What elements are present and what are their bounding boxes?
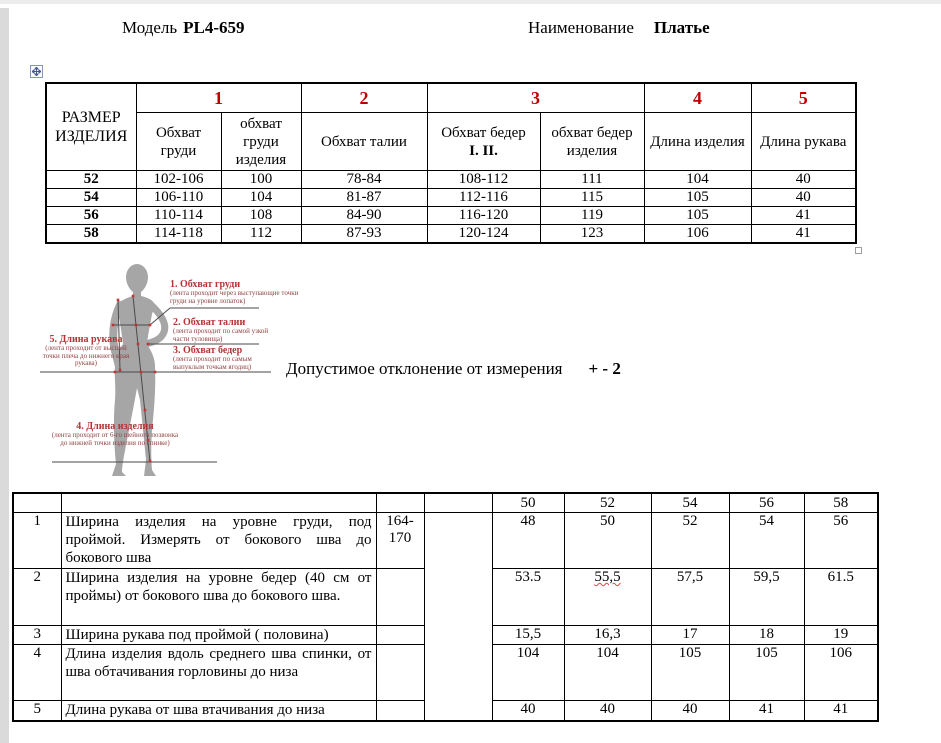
value-cell: 115 <box>540 189 644 207</box>
value-cell: 61.5 <box>804 569 878 626</box>
annotation-sleeve-length <box>36 334 136 368</box>
row-number-cell: 5 <box>13 701 61 721</box>
value-cell: 105 <box>729 645 804 701</box>
column-header-cell: Обхват груди <box>136 113 221 171</box>
empty-cell <box>376 493 424 513</box>
size-table <box>45 82 857 244</box>
value-cell: 53.5 <box>492 569 564 626</box>
size-table-row <box>46 189 856 207</box>
group-number-cell: 3 <box>427 83 644 113</box>
value-cell: 100 <box>221 171 301 189</box>
value-cell: 41 <box>804 701 878 721</box>
table-move-handle-icon[interactable] <box>30 65 43 78</box>
annotation-caption: (лента проходит от высшей точки плеча до нижнего края рукава) <box>42 344 130 367</box>
value-cell: 41 <box>751 225 856 244</box>
height-range-line: 170 <box>388 530 412 546</box>
size-header-cell: 56 <box>729 493 804 513</box>
description-cell: Длина изделия вдоль среднего шва спинки, от шва обтачивания горловины до низа <box>61 645 376 701</box>
size-cell: 54 <box>46 189 136 207</box>
value-cell: 87-93 <box>301 225 427 244</box>
value-cell: 114-118 <box>136 225 221 244</box>
value-cell: 108 <box>221 207 301 225</box>
size-header-cell: 54 <box>651 493 729 513</box>
description-cell: Ширина изделия на уровне бедер (40 см от проймы) от бокового шва до бокового шва. <box>61 569 376 626</box>
measurement-header-row <box>13 493 878 513</box>
value-cell: 104 <box>644 171 751 189</box>
column-header-cell: Обхват талии <box>301 113 427 171</box>
description-cell: Ширина рукава под проймой ( половина) <box>61 626 376 645</box>
annotation-caption: (лента проходит по самым выпуклым точкам ягодиц) <box>173 355 252 371</box>
empty-cell <box>424 493 492 513</box>
name-line <box>528 18 710 38</box>
empty-cell <box>376 569 424 626</box>
value-cell: 41 <box>729 701 804 721</box>
annotation-title: 5. Длина рукава <box>49 334 123 345</box>
value-cell: 84-90 <box>301 207 427 225</box>
name-label: Наименование <box>528 18 634 37</box>
value-cell: 81-87 <box>301 189 427 207</box>
value-cell: 105 <box>651 645 729 701</box>
size-table-row <box>46 171 856 189</box>
value-cell: 15,5 <box>492 626 564 645</box>
annotation-caption: (лента проходит через выступающие точки груди на уровне лопаток) <box>170 289 299 305</box>
row-number-cell: 2 <box>13 569 61 626</box>
annotation-title: 4. Длина изделия <box>76 421 154 432</box>
value-cell: 108-112 <box>427 171 540 189</box>
annotation-bust <box>170 279 300 305</box>
value-cell: 112-116 <box>427 189 540 207</box>
annotation-caption: (лента проходит от 6-го шейного позвонка до нижней точки изделия по спинке) <box>51 431 179 447</box>
value-cell: 19 <box>804 626 878 645</box>
value-cell: 105 <box>644 207 751 225</box>
tolerance-label: Допустимое отклонение от измерения <box>286 359 563 378</box>
annotation-title: 2. Обхват талии <box>173 317 246 328</box>
annotation-waist <box>173 317 283 343</box>
value-cell: 119 <box>540 207 644 225</box>
measurement-table <box>12 492 879 722</box>
name-value: Платье <box>653 18 710 37</box>
size-header-cell: 58 <box>804 493 878 513</box>
group-number-cell: 5 <box>751 83 856 113</box>
tolerance-value: + - 2 <box>588 359 621 378</box>
value-cell: 54 <box>729 513 804 569</box>
column-header-cell: обхват груди изделия <box>221 113 301 171</box>
value-cell: 112 <box>221 225 301 244</box>
annotation-caption: (лента проходит по самой узкой части туловища) <box>173 327 269 343</box>
height-range-cell <box>376 513 424 569</box>
size-table-row <box>46 207 856 225</box>
value-cell: 59,5 <box>729 569 804 626</box>
description-cell: Длина рукава от шва втачивания до низа <box>61 701 376 721</box>
annotation-garment-length <box>50 421 180 447</box>
column-header-cell: Длина изделия <box>644 113 751 171</box>
window-left-edge <box>0 8 9 743</box>
value-cell: 106 <box>804 645 878 701</box>
description-cell: Ширина изделия на уровне груди, под проймой. Измерять от бокового шва до бокового шва <box>61 513 376 569</box>
height-range-line: 164- <box>386 513 414 529</box>
group-number-cell: 4 <box>644 83 751 113</box>
value-cell: 18 <box>729 626 804 645</box>
value-cell: 55,5 <box>564 569 651 626</box>
size-header-cell: 50 <box>492 493 564 513</box>
tolerance-note <box>286 359 621 379</box>
value-cell: 16,3 <box>564 626 651 645</box>
model-line <box>122 18 245 38</box>
value-cell: 102-106 <box>136 171 221 189</box>
value-cell: 56 <box>804 513 878 569</box>
empty-cell <box>13 493 61 513</box>
empty-cell <box>61 493 376 513</box>
value-cell: 120-124 <box>427 225 540 244</box>
value-cell: 17 <box>651 626 729 645</box>
value-cell: 116-120 <box>427 207 540 225</box>
model-label: Модель <box>122 18 178 37</box>
value-cell: 110-114 <box>136 207 221 225</box>
group-number-cell: 1 <box>136 83 301 113</box>
table-resize-handle-icon[interactable] <box>855 247 862 254</box>
model-value: PL4-659 <box>183 18 245 37</box>
value-cell: 52 <box>651 513 729 569</box>
value-cell: 106-110 <box>136 189 221 207</box>
empty-cell <box>376 645 424 701</box>
value-cell: 50 <box>564 513 651 569</box>
column-header-text: Обхват бедер <box>441 124 526 141</box>
value-cell: 104 <box>221 189 301 207</box>
value-cell: 123 <box>540 225 644 244</box>
value-cell: 40 <box>751 171 856 189</box>
value-cell: 104 <box>492 645 564 701</box>
size-table-header-row <box>46 113 856 171</box>
value-cell: 40 <box>492 701 564 721</box>
size-table-row <box>46 225 856 244</box>
annotation-title: 3. Обхват бедер <box>173 345 243 356</box>
size-cell: 52 <box>46 171 136 189</box>
value-cell: 78-84 <box>301 171 427 189</box>
size-header-cell: 52 <box>564 493 651 513</box>
empty-cell <box>376 701 424 721</box>
value-cell: 106 <box>644 225 751 244</box>
spacer-cell <box>424 513 492 721</box>
size-cell: 56 <box>46 207 136 225</box>
value-cell: 104 <box>564 645 651 701</box>
empty-cell <box>376 626 424 645</box>
row-number-cell: 1 <box>13 513 61 569</box>
row-number-cell: 4 <box>13 645 61 701</box>
annotation-title: 1. Обхват груди <box>170 279 241 290</box>
value-cell: 41 <box>751 207 856 225</box>
move-arrows-icon <box>32 67 41 76</box>
column-header-cell: Длина рукава <box>751 113 856 171</box>
column-header-cell: обхват бедер изделия <box>540 113 644 171</box>
value-cell: 105 <box>644 189 751 207</box>
corner-header-cell: РАЗМЕР ИЗДЕЛИЯ <box>46 83 136 171</box>
column-header-subtext: I. II. <box>469 142 498 159</box>
value-cell: 40 <box>651 701 729 721</box>
window-top-edge <box>0 0 941 4</box>
value-cell: 57,5 <box>651 569 729 626</box>
value-cell: 40 <box>564 701 651 721</box>
value-cell: 111 <box>540 171 644 189</box>
column-header-cell <box>427 113 540 171</box>
annotation-hips <box>173 345 273 371</box>
size-table-group-row <box>46 83 856 113</box>
value-cell: 40 <box>751 189 856 207</box>
measurement-row <box>13 513 878 569</box>
row-number-cell: 3 <box>13 626 61 645</box>
size-cell: 58 <box>46 225 136 244</box>
group-number-cell: 2 <box>301 83 427 113</box>
value-cell: 48 <box>492 513 564 569</box>
